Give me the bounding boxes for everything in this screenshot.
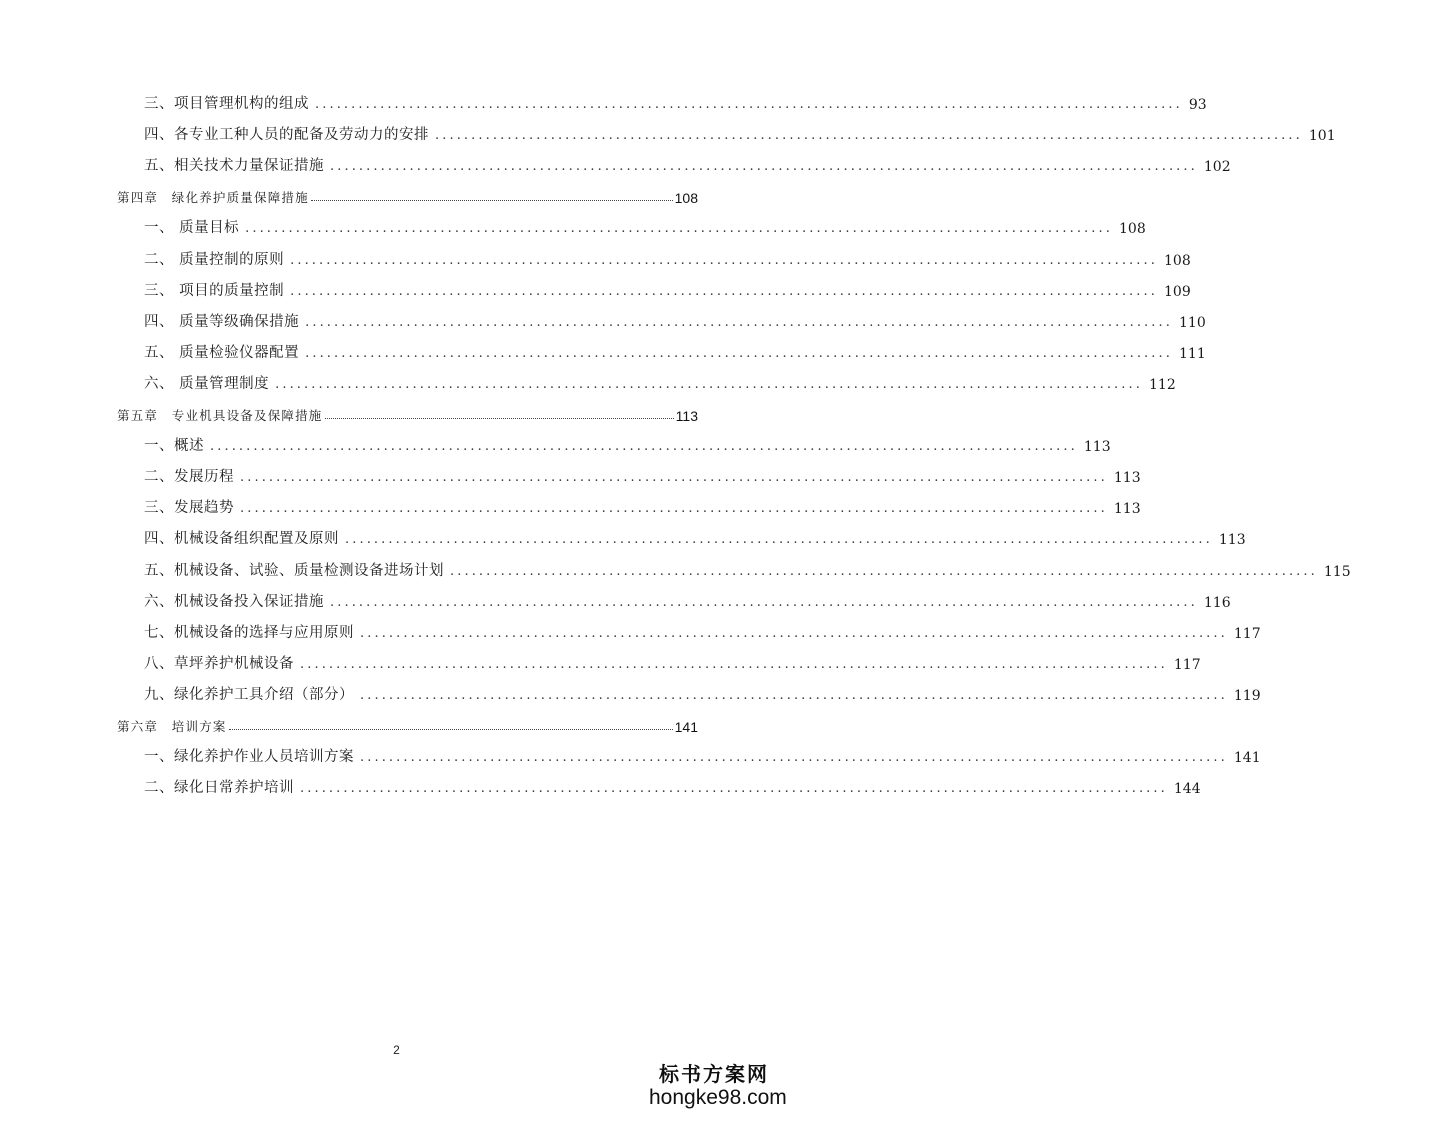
toc-entry-page: 141 [1233, 750, 1261, 767]
toc-leader-dots: ........................................................................................................................ [315, 97, 1183, 112]
toc-section-entry[interactable] [0, 462, 1141, 487]
toc-leader-dots: ........................................................................................................................ [300, 656, 1168, 672]
page-number: 2 [393, 1043, 400, 1057]
toc-entry-title: 第四章 绿化养护质量保障措施 [117, 190, 309, 206]
toc-entry-title: 八、草坪养护机械设备 [144, 655, 294, 672]
toc-entry-page: 113 [1083, 439, 1111, 456]
toc-section-entry[interactable] [0, 556, 1351, 580]
toc-entry-title: 九、绿化养护工具介绍（部分） [144, 686, 354, 703]
toc-entry-page: 112 [1149, 376, 1176, 393]
toc-leader-dots: ........................................................................................................................ [330, 594, 1198, 610]
toc-entry-page: 119 [1233, 687, 1261, 704]
toc-entry-title: 二、 质量控制的原则 [144, 251, 285, 268]
toc-entry-page: 144 [1173, 781, 1201, 798]
toc-entry-page: 108 [1119, 221, 1146, 238]
toc-entry-title: 二、绿化日常养护培训 [144, 780, 294, 797]
toc-entry-title: 三、 项目的质量控制 [144, 282, 285, 299]
toc-entry-title: 四、机械设备组织配置及原则 [144, 531, 339, 548]
toc-entry-page: 108 [1164, 252, 1191, 269]
watermark-logo [649, 1062, 787, 1110]
toc-section-entry[interactable] [0, 649, 1201, 673]
toc-leader-dots: ........................................................................................................................ [240, 470, 1108, 486]
toc-entry-title: 六、 质量管理制度 [144, 375, 270, 392]
toc-leader-dots: ........................................................................................................................ [450, 563, 1318, 579]
toc-leader-dots: ........................................................................................................................ [330, 159, 1198, 175]
toc-chapter-entry[interactable] [0, 182, 793, 206]
toc-entry-title: 第五章 专业机具设备及保障措施 [117, 408, 323, 423]
toc-entry-page: 115 [1323, 563, 1351, 580]
toc-section-entry[interactable] [0, 618, 1261, 642]
toc-entry-title: 七、机械设备的选择与应用原则 [144, 624, 354, 641]
toc-section-entry[interactable] [0, 151, 1231, 176]
toc-section-entry[interactable] [0, 431, 1111, 456]
toc-section-entry[interactable] [0, 213, 1146, 238]
toc-leader-dots: ........................................................................................................................ [245, 221, 1113, 237]
toc-section-entry[interactable] [0, 307, 1206, 331]
toc-entry-page: 113 [1113, 501, 1141, 518]
toc-leader-dots: ........................................................................................................................ [360, 687, 1228, 703]
toc-entry-title: 六、机械设备投入保证措施 [144, 593, 324, 610]
toc-entry-page: 113 [1113, 470, 1141, 487]
toc-entry-title: 一、 质量目标 [144, 220, 240, 237]
toc-leader-dots: ........................................................................................................................ [290, 252, 1158, 268]
toc-entry-title: 四、 质量等级确保措施 [144, 313, 300, 330]
toc-entry-title: 二、发展历程 [144, 469, 234, 486]
toc-leader-dots: ........................................................................................................................ [360, 625, 1228, 641]
toc-entry-title: 五、机械设备、试验、质量检测设备进场计划 [144, 562, 444, 579]
toc-entry-title: 五、 质量检验仪器配置 [144, 344, 300, 361]
toc-leader-dots: ........................................................................................................................ [305, 345, 1173, 361]
toc-entry-page: 117 [1173, 656, 1201, 673]
toc-leader-dots: ........................................................................................................................ [435, 128, 1303, 144]
toc-leader-dots: ........................................................................................................................ [210, 439, 1078, 455]
toc-leader-dots [229, 728, 673, 730]
toc-leader-dots [311, 199, 673, 201]
watermark-url: hongke98.com [649, 1086, 787, 1109]
toc-entry-page: 101 [1308, 128, 1336, 145]
toc-leader-dots: ........................................................................................................................ [305, 314, 1173, 330]
toc-leader-dots: ........................................................................................................................ [290, 283, 1158, 299]
toc-entry-page: 102 [1203, 159, 1231, 176]
toc-entry-page: 93 [1188, 97, 1207, 113]
toc-leader-dots: ........................................................................................................................ [345, 532, 1213, 548]
toc-chapter-entry[interactable] [0, 400, 793, 424]
toc-entry-page: 111 [1179, 345, 1206, 362]
toc-entry-title: 三、项目管理机构的组成 [144, 96, 309, 112]
toc-section-entry[interactable] [0, 493, 1141, 518]
toc-leader-dots: ........................................................................................................................ [300, 781, 1168, 797]
toc-entry-title: 三、发展趋势 [144, 500, 234, 517]
toc-leader-dots [325, 417, 674, 419]
toc-section-entry[interactable] [0, 120, 1336, 145]
toc-leader-dots: ........................................................................................................................ [360, 750, 1228, 766]
toc-section-entry[interactable] [0, 276, 1191, 300]
toc-section-entry[interactable] [0, 773, 1201, 798]
toc-leader-dots: ........................................................................................................................ [275, 376, 1143, 392]
toc-entry-title: 五、相关技术力量保证措施 [144, 158, 324, 175]
toc-entry-title: 一、绿化养护作业人员培训方案 [144, 749, 354, 766]
toc-entry-page: 113 [1218, 532, 1246, 549]
toc-section-entry[interactable] [0, 338, 1206, 362]
toc-section-entry[interactable] [0, 680, 1261, 704]
toc-section-entry[interactable] [0, 245, 1191, 269]
toc-entry-page: 141 [674, 719, 698, 735]
toc-section-entry[interactable] [0, 742, 1261, 767]
toc-entry-page: 108 [674, 190, 698, 207]
toc-entry-title: 四、各专业工种人员的配备及劳动力的安排 [144, 127, 429, 144]
toc-section-entry[interactable] [0, 587, 1231, 611]
watermark-name: 标书方案网 [659, 1062, 769, 1086]
toc-section-entry[interactable] [0, 524, 1246, 549]
toc-entry-page: 113 [675, 408, 698, 424]
toc-entry-page: 109 [1164, 283, 1191, 300]
toc-entry-page: 116 [1203, 594, 1231, 611]
toc-entry-page: 110 [1179, 314, 1206, 331]
toc-leader-dots: ........................................................................................................................ [240, 501, 1108, 517]
toc-entry-title: 一、概述 [144, 438, 204, 455]
toc-chapter-entry[interactable] [0, 711, 793, 735]
toc-entry-title: 第六章 培训方案 [117, 719, 227, 734]
toc-entry-page: 117 [1233, 625, 1261, 642]
toc-section-entry[interactable] [0, 89, 1207, 113]
toc-section-entry[interactable] [0, 369, 1176, 393]
